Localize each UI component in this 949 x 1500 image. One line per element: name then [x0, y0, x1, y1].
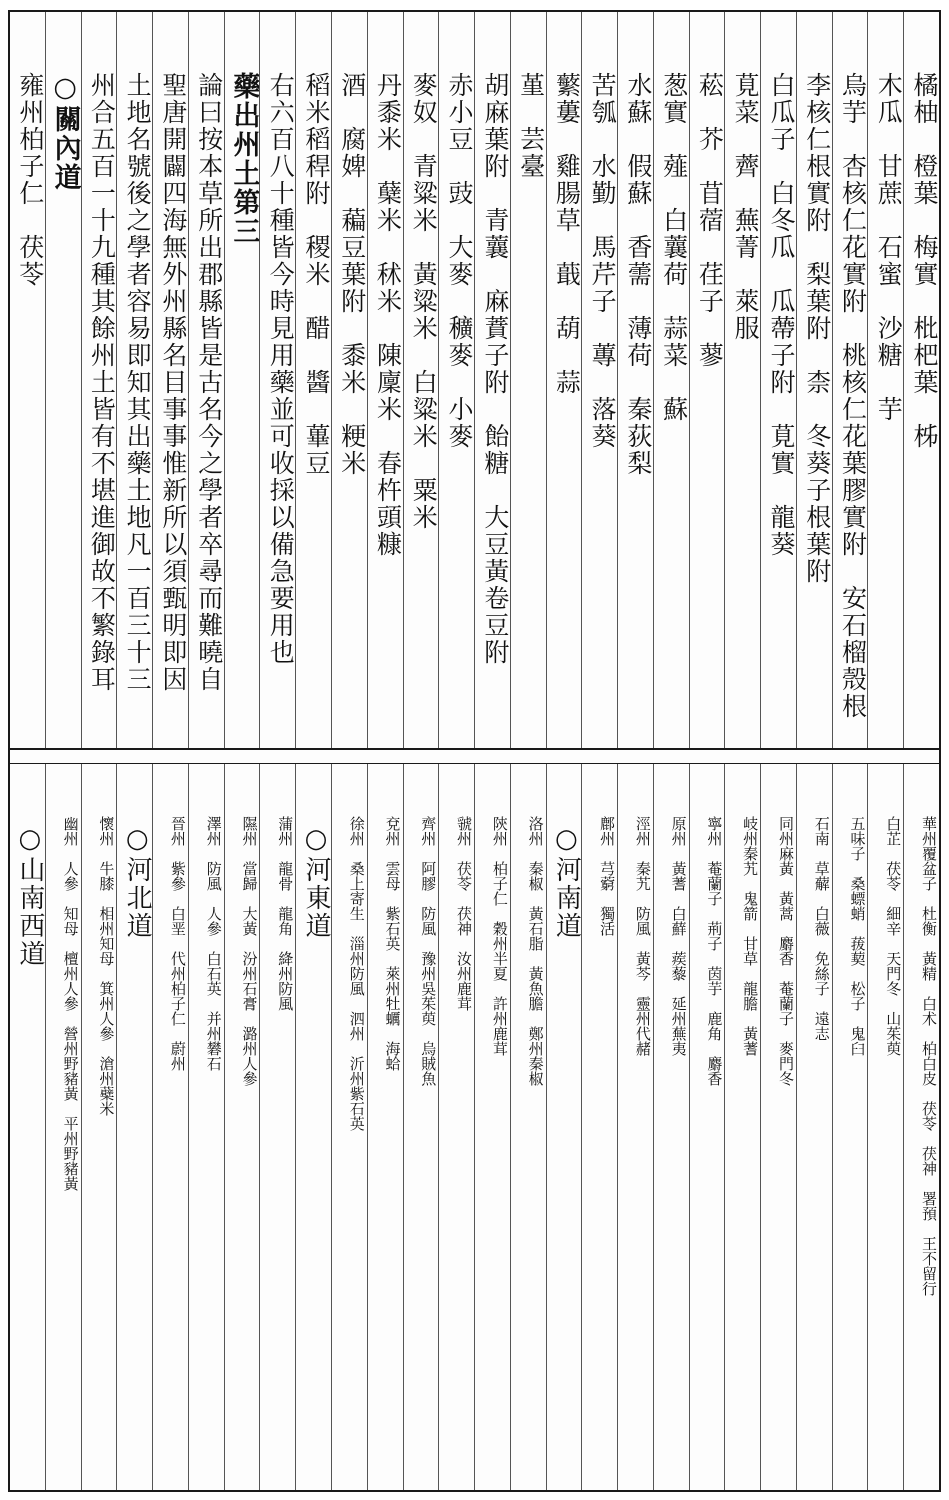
upper-column: 土地名號後之學者容易即知其出藥土地凡一百三十三	[117, 12, 153, 748]
upper-column: 赤小豆 豉 大麥 穬麥 小麥	[439, 12, 475, 748]
lower-column: 五味子 桑螵蛸 菝葜 松子 鬼臼	[833, 764, 869, 1490]
upper-column: 雍州柏子仁 茯苓	[10, 12, 46, 748]
lower-column: 鄜州 芎藭 獨活	[582, 764, 618, 1490]
upper-column: 白瓜子 白冬瓜 瓜蔕子附 莧實 龍葵	[761, 12, 797, 748]
upper-column: 木瓜 甘蔗 石蜜 沙糖 芋	[868, 12, 904, 748]
lower-column: 晉州 紫參 白垩 代州柏子仁 蔚州	[153, 764, 189, 1490]
lower-columns	[10, 764, 939, 1490]
lower-column: 澤州 防風 人參 白石英 并州礬石	[189, 764, 225, 1490]
upper-column: 酒 腐婢 藊豆葉附 黍米 粳米	[332, 12, 368, 748]
lower-register	[10, 764, 939, 1490]
register-divider	[10, 748, 939, 764]
book-page	[8, 10, 941, 1492]
lower-column: 涇州 秦艽 防風 黃芩 靈州代赭	[618, 764, 654, 1490]
upper-column: 右六百八十種皆今時見用藥並可收採以備急要用也	[260, 12, 296, 748]
lower-column: 懷州 牛膝 相州知母 箕州人參 滄州蘗米	[82, 764, 118, 1490]
upper-column: 稻米稻稈附 稷米 醋 醬 蓽豆	[296, 12, 332, 748]
lower-column: 虢州 茯苓 茯神 汝州鹿茸	[439, 764, 475, 1490]
upper-column: 州合五百一十九種其餘州土皆有不堪進御故不繁錄耳	[82, 12, 118, 748]
upper-register	[10, 12, 939, 748]
upper-column: 堇 芸臺	[511, 12, 547, 748]
lower-column: 原州 黃蓍 白蘚 蒺藜 延州蕪夷	[654, 764, 690, 1490]
region-heading: ○河東道	[296, 764, 332, 1490]
region-heading: ○關內道	[46, 12, 82, 748]
upper-column: 蘩蔞 雞腸草 蕺 葫 蒜	[547, 12, 583, 748]
lower-column: 蒲州 龍骨 龍角 絳州防風	[260, 764, 296, 1490]
upper-column: 菘 芥 苜蓿 荏子 蓼	[690, 12, 726, 748]
region-heading: ○山南西道	[10, 764, 46, 1490]
lower-column: 石南 草薢 白薇 免絲子 遠志	[797, 764, 833, 1490]
lower-column: 隰州 當歸 大黃 汾州石膏 潞州人參	[225, 764, 261, 1490]
section-heading: 藥出州土第三	[225, 12, 261, 748]
lower-column: 幽州 人參 知母 檀州人參 營州野豬黃 平州野豬黃	[46, 764, 82, 1490]
region-heading: ○河南道	[547, 764, 583, 1490]
lower-column: 岐州秦艽 鬼箭 甘草 龍膽 黃蓍	[725, 764, 761, 1490]
lower-column: 洛州 秦椒 黃石脂 黃魚膽 鄭州秦椒	[511, 764, 547, 1490]
lower-column: 陝州 柏子仁 穀州半夏 許州鹿茸	[475, 764, 511, 1490]
upper-column: 烏芋 杏核仁花實附 桃核仁花葉膠實附 安石榴殼根	[833, 12, 869, 748]
lower-column: 白芷 茯苓 細辛 天門冬 山茱萸	[868, 764, 904, 1490]
lower-column: 齊州 阿膠 防風 豫州吳茱萸 烏賊魚	[404, 764, 440, 1490]
lower-column: 寧州 菴蘭子 荊子 茵芋 鹿角 麝香	[690, 764, 726, 1490]
lower-column: 兗州 雲母 紫石英 萊州牡蠣 海蛤	[368, 764, 404, 1490]
upper-columns	[10, 12, 939, 748]
upper-column: 論曰按本草所出郡縣皆是古名今之學者卒尋而難曉自	[189, 12, 225, 748]
upper-column: 橘柚 橙葉 梅實 枇杷葉 柹	[910, 72, 939, 450]
upper-column: 丹黍米 蘖米 秫米 陳廩米 春杵頭糠	[368, 12, 404, 748]
lower-column: 華州覆盆子 杜衡 黃精 白术 柏白皮 茯苓 茯神 署預 王不留行	[920, 816, 938, 1296]
lower-column: 同州麻黃 黃蒿 麝香 菴蘭子 麥門冬	[761, 764, 797, 1490]
upper-column: 水蘇 假蘇 香薷 薄荷 秦荻梨	[618, 12, 654, 748]
upper-column: 聖唐開闢四海無外州縣名目事事惟新所以須甄明即因	[153, 12, 189, 748]
upper-column: 莧菜 薺 蕪菁 萊服	[725, 12, 761, 748]
lower-column: 徐州 桑上寄生 淄州防風 泗州 沂州紫石英	[332, 764, 368, 1490]
region-heading: ○河北道	[117, 764, 153, 1490]
upper-column: 苦瓠 水勤 馬芹子 蓴 落葵	[582, 12, 618, 748]
upper-column: 李核仁根實附 梨葉附 柰 冬葵子根葉附	[797, 12, 833, 748]
upper-column: 麥奴 青粱米 黃粱米 白粱米 粟米	[404, 12, 440, 748]
upper-column: 胡麻葉附 青蘘 麻蕡子附 飴糖 大豆黃卷豆附	[475, 12, 511, 748]
upper-column: 葱實 薤 白蘘荷 蒜菜 蘇	[654, 12, 690, 748]
